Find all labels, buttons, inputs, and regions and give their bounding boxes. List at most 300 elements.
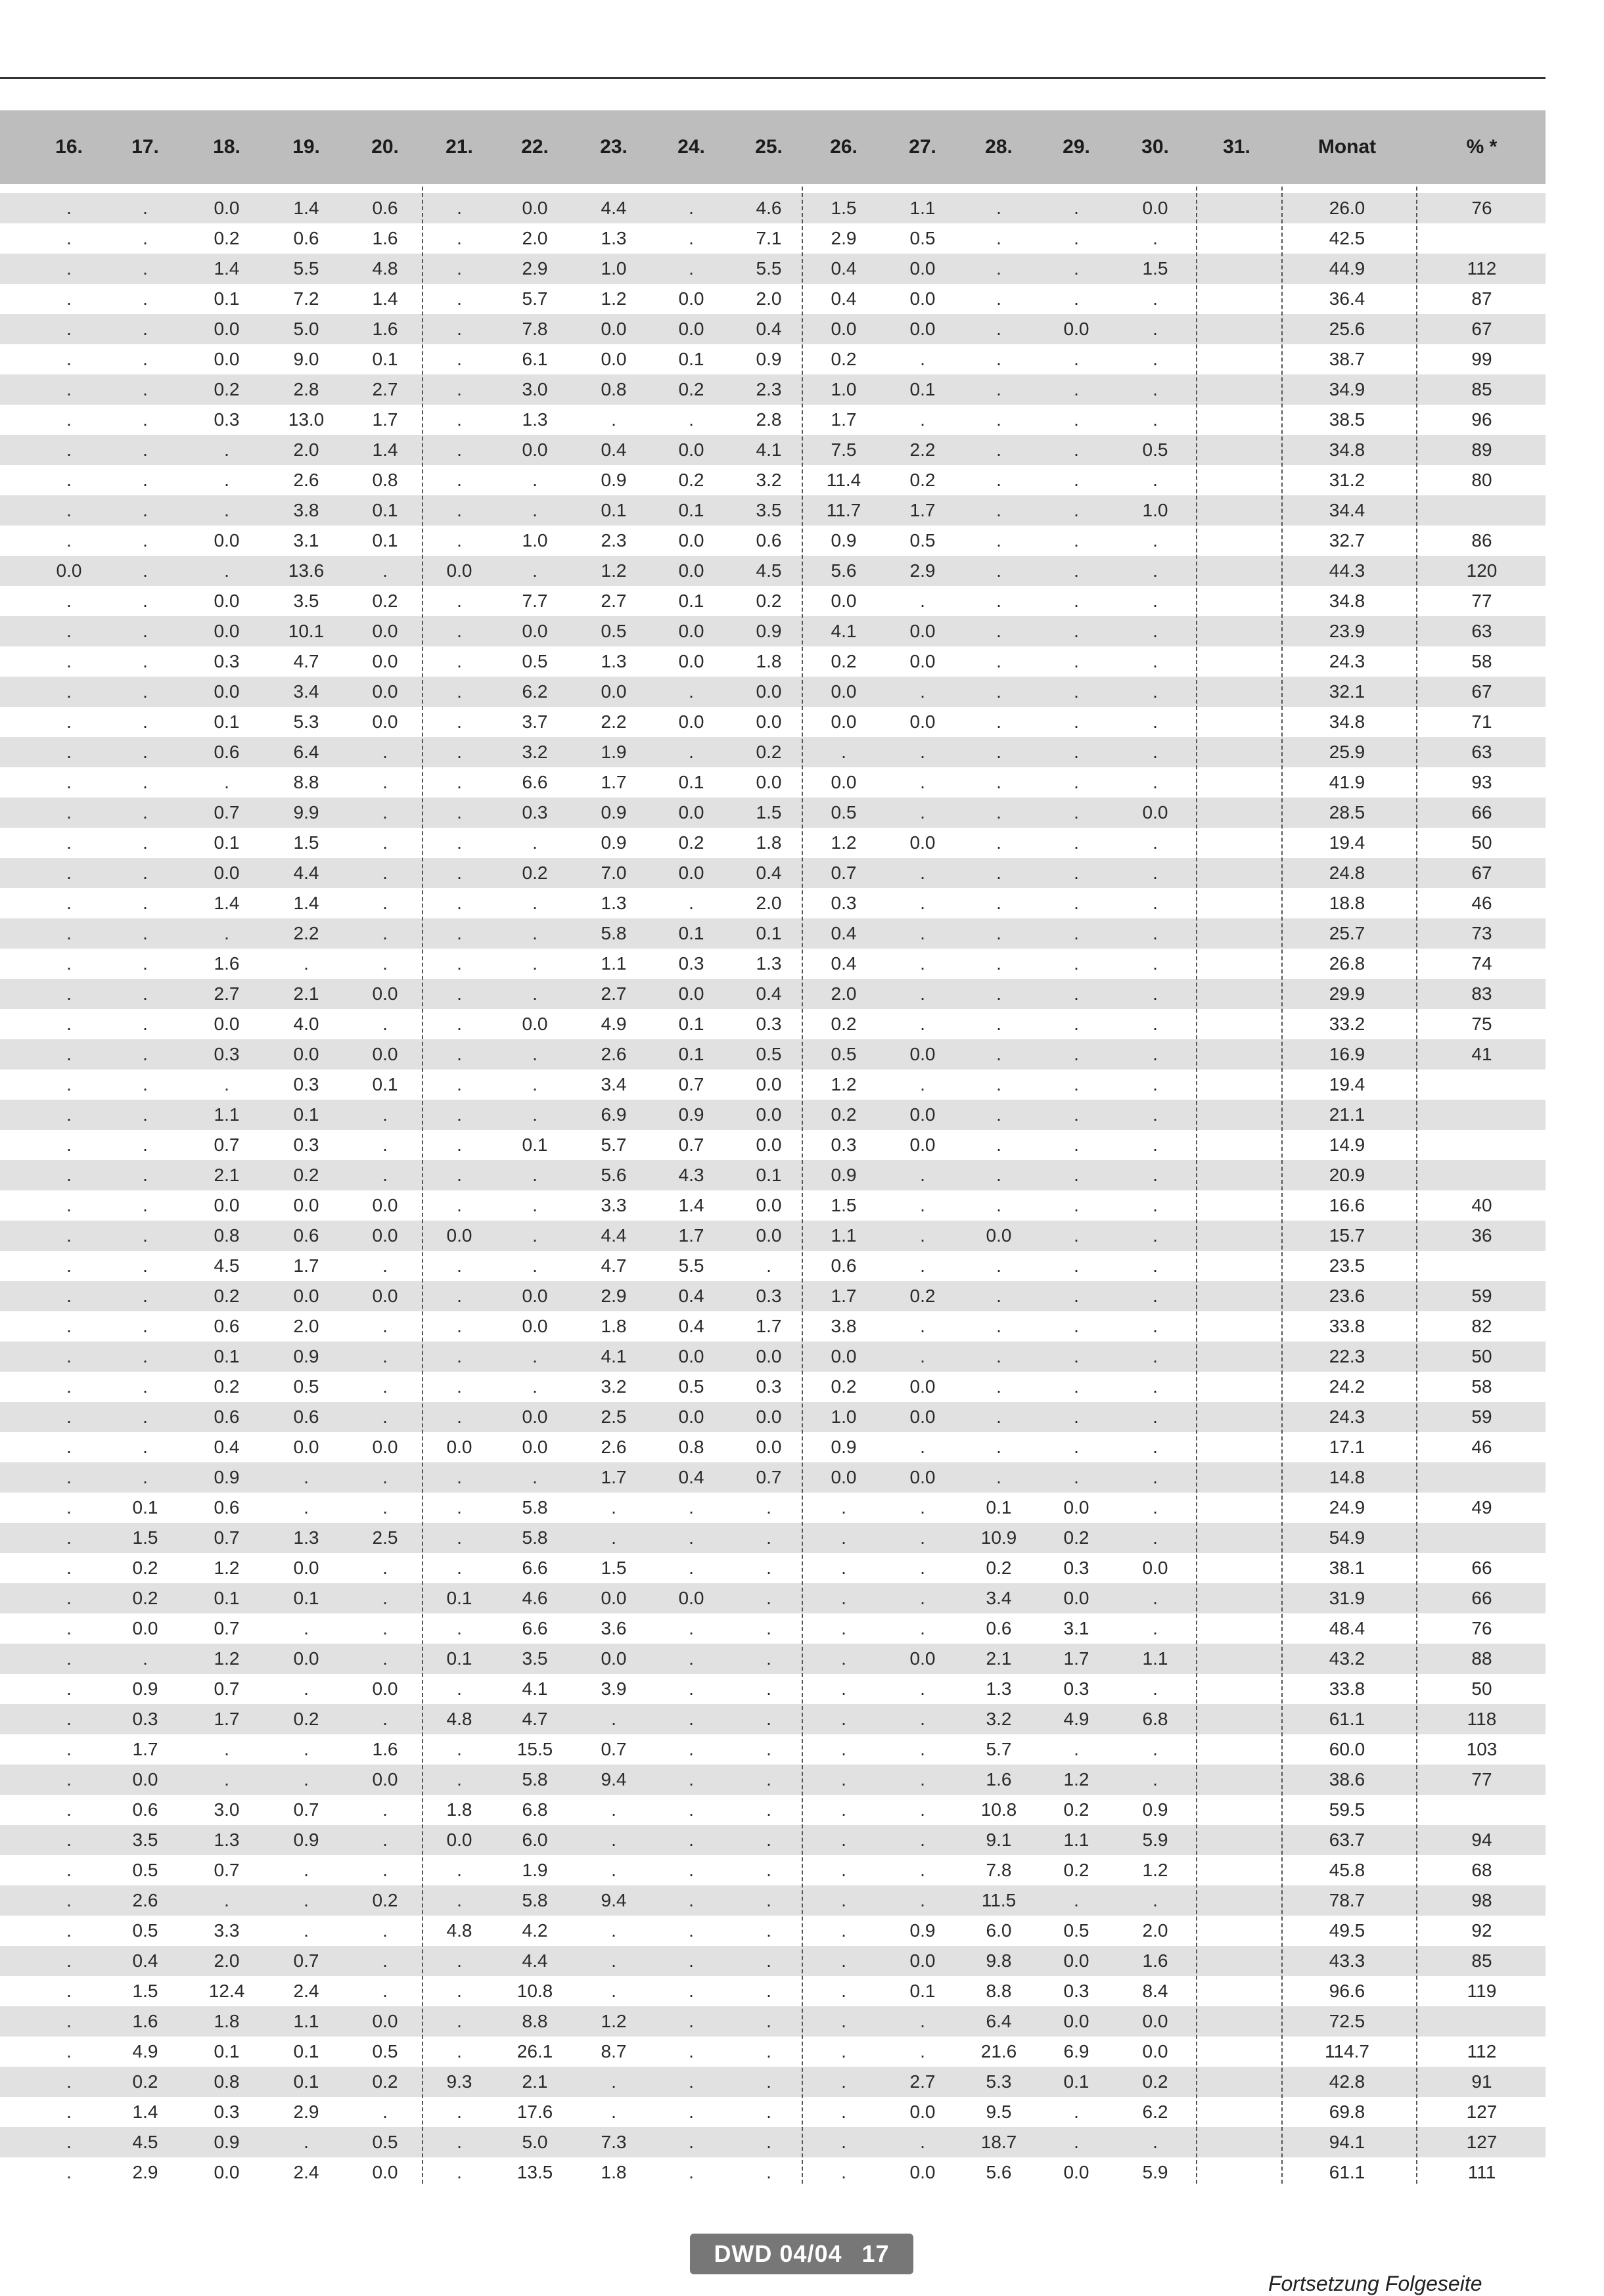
table-cell: . <box>382 1467 388 1487</box>
table-cell: . <box>1153 1074 1158 1094</box>
table-cell: 0.7 <box>831 863 857 883</box>
table-cell: 1.2 <box>214 1648 240 1669</box>
table-cell: 0.0 <box>601 1588 627 1608</box>
table-cell: . <box>1074 1104 1079 1125</box>
table-cell: 3.9 <box>601 1678 627 1699</box>
table-cell: . <box>224 500 229 520</box>
table-cell: . <box>689 1739 694 1759</box>
table-cell: . <box>1074 409 1079 430</box>
table-cell <box>1201 1190 1273 1221</box>
table-row <box>0 1976 1546 2006</box>
table-cell: 0.1 <box>678 500 704 520</box>
table-cell: . <box>66 1346 72 1366</box>
table-cell: . <box>996 802 1001 822</box>
table-cell: . <box>66 1286 72 1306</box>
table-cell: 0.3 <box>132 1709 158 1729</box>
table-cell: 24.9 <box>1329 1497 1365 1518</box>
table-cell <box>1201 918 1273 949</box>
table-cell: . <box>66 319 72 339</box>
table-cell: . <box>1153 288 1158 309</box>
table-cell: 0.0 <box>446 1437 472 1457</box>
table-cell: . <box>689 1558 694 1578</box>
table-cell: 1.0 <box>831 1407 857 1427</box>
table-cell: 19.4 <box>1329 1074 1365 1094</box>
table-cell: 0.4 <box>756 319 782 339</box>
table-cell: . <box>66 1195 72 1215</box>
table-cell: 5.0 <box>522 2132 548 2152</box>
table-cell: . <box>457 228 462 248</box>
table-cell: 46 <box>1471 893 1492 913</box>
table-cell: 1.1 <box>601 953 627 974</box>
table-cell: . <box>66 1225 72 1246</box>
table-cell: . <box>66 1648 72 1669</box>
table-cell: . <box>766 1739 771 1759</box>
table-cell: . <box>143 288 148 309</box>
table-cell: . <box>1153 923 1158 943</box>
table-cell: . <box>1074 863 1079 883</box>
table-cell: 0.0 <box>909 832 936 853</box>
table-cell: 0.0 <box>372 2162 398 2182</box>
table-cell: 0.7 <box>756 1467 782 1487</box>
table-cell <box>1201 1372 1273 1402</box>
table-cell: 2.8 <box>293 379 319 399</box>
table-cell: 9.9 <box>293 802 319 822</box>
table-row <box>0 465 1546 495</box>
column-header: 24. <box>677 136 705 158</box>
table-cell: 2.8 <box>756 409 782 430</box>
table-cell: . <box>457 198 462 218</box>
table-cell: . <box>611 1799 616 1820</box>
table-cell: 0.0 <box>1142 1558 1168 1578</box>
table-cell: 32.1 <box>1329 681 1365 702</box>
table-cell: . <box>766 1678 771 1699</box>
table-cell: . <box>457 1497 462 1518</box>
table-cell: . <box>920 1014 925 1034</box>
table-cell: 103 <box>1466 1739 1498 1759</box>
table-cell: 0.1 <box>678 1044 704 1064</box>
table-cell: 2.3 <box>601 530 627 551</box>
table-cell: 1.3 <box>986 1678 1012 1699</box>
table-cell: 3.5 <box>132 1830 158 1850</box>
table-cell: 0.1 <box>678 349 704 369</box>
table-row <box>0 586 1546 616</box>
table-cell: . <box>532 1225 538 1246</box>
table-cell: . <box>1074 711 1079 732</box>
table-cell: 0.1 <box>986 1497 1012 1518</box>
table-cell: . <box>457 1135 462 1155</box>
table-cell: 86 <box>1471 530 1492 551</box>
table-cell <box>1201 1493 1273 1523</box>
table-cell: . <box>66 1618 72 1638</box>
table-cell: 0.8 <box>372 470 398 490</box>
table-cell: 0.2 <box>132 1558 158 1578</box>
table-cell: 0.0 <box>522 439 548 460</box>
table-cell: . <box>304 1467 309 1487</box>
table-cell: . <box>1153 1376 1158 1397</box>
table-cell: . <box>920 802 925 822</box>
table-cell: . <box>66 1074 72 1094</box>
table-cell: 0.0 <box>56 560 82 581</box>
table-cell: 6.6 <box>522 772 548 792</box>
table-cell <box>1201 193 1273 223</box>
table-cell: 24.2 <box>1329 1376 1365 1397</box>
table-cell: . <box>841 1709 846 1729</box>
table-cell: . <box>457 1165 462 1185</box>
table-cell: . <box>532 1044 538 1064</box>
table-cell: 0.0 <box>678 983 704 1004</box>
table-cell <box>1201 586 1273 616</box>
table-cell: 6.6 <box>522 1558 548 1578</box>
table-cell: 0.2 <box>909 470 936 490</box>
table-cell: . <box>689 2071 694 2092</box>
table-cell: . <box>841 1527 846 1548</box>
table-row <box>0 707 1546 737</box>
table-cell: . <box>382 1558 388 1578</box>
table-cell: . <box>920 591 925 611</box>
table-cell: 59 <box>1471 1407 1492 1427</box>
table-cell: . <box>382 832 388 853</box>
table-cell: 1.5 <box>132 1527 158 1548</box>
table-cell: 0.2 <box>1063 1527 1089 1548</box>
table-cell: . <box>1153 1890 1158 1910</box>
table-cell: . <box>1074 500 1079 520</box>
table-cell <box>1201 1009 1273 1039</box>
table-cell: . <box>224 1739 229 1759</box>
table-cell: . <box>66 1255 72 1276</box>
table-cell: . <box>457 1860 462 1880</box>
table-cell: 0.2 <box>132 2071 158 2092</box>
table-cell: 0.6 <box>214 1407 240 1427</box>
table-cell: 19.4 <box>1329 832 1365 853</box>
table-cell: 0.2 <box>522 863 548 883</box>
table-cell: . <box>920 349 925 369</box>
table-cell <box>1423 2006 1541 2037</box>
table-cell <box>1201 405 1273 435</box>
table-cell: . <box>920 983 925 1004</box>
table-cell: . <box>382 953 388 974</box>
table-cell: 1.7 <box>372 409 398 430</box>
table-cell: . <box>66 1104 72 1125</box>
table-cell: 0.0 <box>293 1648 319 1669</box>
table-cell: 12.4 <box>208 1981 245 2001</box>
table-cell: 0.1 <box>214 1588 240 1608</box>
table-cell: 0.7 <box>601 1739 627 1759</box>
table-cell: . <box>920 1558 925 1578</box>
table-cell: . <box>66 923 72 943</box>
table-cell: 1.6 <box>132 2011 158 2031</box>
table-row <box>0 1795 1546 1825</box>
table-cell: . <box>382 1709 388 1729</box>
table-cell: 2.1 <box>522 2071 548 2092</box>
table-cell: . <box>457 1286 462 1306</box>
table-cell: . <box>920 681 925 702</box>
table-cell: 0.0 <box>909 1135 936 1155</box>
table-cell: . <box>1153 560 1158 581</box>
table-cell: 38.6 <box>1329 1769 1365 1790</box>
table-cell: 3.4 <box>601 1074 627 1094</box>
table-cell: 0.1 <box>446 1588 472 1608</box>
table-cell: 0.3 <box>293 1074 319 1094</box>
table-cell: 75 <box>1471 1014 1492 1034</box>
table-cell: 0.7 <box>214 1860 240 1880</box>
table-cell: 4.6 <box>756 198 782 218</box>
table-cell <box>1201 979 1273 1009</box>
table-cell: . <box>457 319 462 339</box>
table-cell: 63.7 <box>1329 1830 1365 1850</box>
table-cell: . <box>66 1769 72 1790</box>
table-cell: . <box>996 1467 1001 1487</box>
table-cell <box>1201 1462 1273 1493</box>
table-cell <box>1201 1130 1273 1160</box>
table-cell: 96 <box>1471 409 1492 430</box>
table-cell: . <box>841 2071 846 2092</box>
table-cell: . <box>143 893 148 913</box>
table-cell: . <box>841 1830 846 1850</box>
table-cell: . <box>304 1739 309 1759</box>
table-cell: 0.7 <box>678 1135 704 1155</box>
table-cell <box>1201 1311 1273 1341</box>
table-cell: 1.5 <box>831 198 857 218</box>
table-cell: . <box>1153 1255 1158 1276</box>
table-row <box>0 1221 1546 1251</box>
table-cell: . <box>996 288 1001 309</box>
table-cell: . <box>143 983 148 1004</box>
table-cell: 0.2 <box>678 470 704 490</box>
precipitation-table-body <box>0 193 1546 2188</box>
table-cell: . <box>611 1950 616 1971</box>
table-cell: 99 <box>1471 349 1492 369</box>
table-cell: 4.4 <box>522 1950 548 1971</box>
table-cell: . <box>382 1497 388 1518</box>
table-cell: . <box>920 1739 925 1759</box>
table-cell: 0.0 <box>831 772 857 792</box>
table-row <box>0 1916 1546 1946</box>
table-cell: 0.4 <box>678 1286 704 1306</box>
table-cell: 68 <box>1471 1860 1492 1880</box>
table-cell <box>1201 1160 1273 1190</box>
table-cell: . <box>766 2132 771 2152</box>
table-cell: 0.0 <box>678 288 704 309</box>
table-cell: . <box>689 1648 694 1669</box>
table-cell: 1.1 <box>293 2011 319 2031</box>
table-cell: 0.0 <box>1063 1588 1089 1608</box>
table-row <box>0 1704 1546 1734</box>
table-cell: 0.0 <box>678 621 704 641</box>
table-cell: 0.0 <box>909 288 936 309</box>
table-cell: 61.1 <box>1329 1709 1365 1729</box>
table-cell: 41 <box>1471 1044 1492 1064</box>
table-cell: . <box>532 1195 538 1215</box>
table-cell: . <box>766 1830 771 1850</box>
table-cell: . <box>143 1044 148 1064</box>
table-row <box>0 223 1546 254</box>
table-cell: 4.0 <box>293 1014 319 1034</box>
table-cell: . <box>66 2041 72 2061</box>
table-cell: 59 <box>1471 1286 1492 1306</box>
table-cell: . <box>1153 1467 1158 1487</box>
table-cell: . <box>1074 470 1079 490</box>
table-cell <box>1423 1523 1541 1553</box>
table-cell: . <box>1153 1346 1158 1366</box>
table-cell: 41.9 <box>1329 772 1365 792</box>
table-cell: 2.4 <box>293 1981 319 2001</box>
table-cell: 5.5 <box>756 258 782 279</box>
table-cell: 2.6 <box>293 470 319 490</box>
table-cell: 0.1 <box>214 288 240 309</box>
table-cell: . <box>382 1376 388 1397</box>
table-cell: 1.3 <box>601 893 627 913</box>
table-cell: . <box>1074 258 1079 279</box>
table-cell: 1.5 <box>1142 258 1168 279</box>
table-cell: . <box>920 1225 925 1246</box>
table-cell: . <box>611 1920 616 1941</box>
table-cell: . <box>143 1376 148 1397</box>
table-cell: . <box>143 379 148 399</box>
table-cell: 22.3 <box>1329 1346 1365 1366</box>
table-cell: 0.6 <box>214 742 240 762</box>
table-cell <box>1201 646 1273 677</box>
column-header: 30. <box>1141 136 1169 158</box>
table-cell: . <box>457 409 462 430</box>
table-cell: 5.9 <box>1142 2162 1168 2182</box>
table-cell <box>1201 1674 1273 1704</box>
table-cell: 4.4 <box>601 198 627 218</box>
table-row <box>0 1432 1546 1462</box>
table-cell: . <box>996 953 1001 974</box>
table-cell: 0.0 <box>1142 2011 1168 2031</box>
column-divider-26 <box>802 187 803 2184</box>
table-cell: . <box>382 1830 388 1850</box>
table-cell: 1.8 <box>446 1799 472 1820</box>
table-cell: 6.2 <box>1142 2102 1168 2122</box>
table-cell: 3.5 <box>756 500 782 520</box>
table-cell: . <box>689 258 694 279</box>
table-cell: . <box>66 1497 72 1518</box>
table-cell: . <box>143 802 148 822</box>
table-cell: 0.0 <box>909 1376 936 1397</box>
table-cell: . <box>143 832 148 853</box>
table-cell: 32.7 <box>1329 530 1365 551</box>
table-cell: . <box>996 772 1001 792</box>
table-cell: . <box>996 500 1001 520</box>
table-cell: 50 <box>1471 1346 1492 1366</box>
table-cell: 4.9 <box>132 2041 158 2061</box>
table-row <box>0 556 1546 586</box>
table-cell <box>1201 616 1273 646</box>
table-cell: 10.1 <box>288 621 325 641</box>
table-row <box>0 193 1546 223</box>
table-cell: 23.9 <box>1329 621 1365 641</box>
table-cell: . <box>66 1678 72 1699</box>
table-cell: 1.2 <box>1142 1860 1168 1880</box>
table-cell: 0.5 <box>601 621 627 641</box>
table-cell: 9.4 <box>601 1890 627 1910</box>
table-cell: . <box>1074 1014 1079 1034</box>
table-cell: . <box>66 1165 72 1185</box>
table-cell <box>1201 828 1273 858</box>
table-cell: . <box>143 1467 148 1487</box>
table-cell: 0.1 <box>909 1981 936 2001</box>
table-cell: 2.0 <box>756 893 782 913</box>
table-cell: . <box>689 1950 694 1971</box>
table-cell: . <box>66 1860 72 1880</box>
table-cell: 33.8 <box>1329 1678 1365 1699</box>
table-cell: . <box>1153 2132 1158 2152</box>
table-cell: . <box>996 1376 1001 1397</box>
table-cell: . <box>66 409 72 430</box>
table-cell: 0.0 <box>214 2162 240 2182</box>
table-cell: . <box>382 2102 388 2122</box>
table-cell: 0.4 <box>831 258 857 279</box>
table-cell: 1.7 <box>214 1709 240 1729</box>
table-cell: 0.3 <box>831 893 857 913</box>
table-cell: . <box>143 1165 148 1185</box>
table-cell: 38.7 <box>1329 349 1365 369</box>
table-cell: . <box>1074 1135 1079 1155</box>
table-cell: . <box>66 832 72 853</box>
table-cell: . <box>689 742 694 762</box>
table-cell: . <box>224 470 229 490</box>
table-row <box>0 1160 1546 1190</box>
table-cell <box>1201 1341 1273 1372</box>
table-cell: . <box>1074 893 1079 913</box>
table-row <box>0 737 1546 767</box>
table-cell: 9.8 <box>986 1950 1012 1971</box>
table-cell: 2.6 <box>601 1044 627 1064</box>
table-cell: 7.7 <box>522 591 548 611</box>
table-cell: . <box>457 1769 462 1790</box>
table-cell: 88 <box>1471 1648 1492 1669</box>
table-cell: . <box>457 1527 462 1548</box>
table-cell: 5.5 <box>293 258 319 279</box>
table-cell: 0.5 <box>831 802 857 822</box>
table-cell: . <box>382 1981 388 2001</box>
table-header <box>0 110 1546 184</box>
table-cell: 0.0 <box>756 1195 782 1215</box>
table-cell: . <box>841 2162 846 2182</box>
table-cell: . <box>841 1950 846 1971</box>
table-cell: 0.0 <box>372 1195 398 1215</box>
table-cell: . <box>1153 1286 1158 1306</box>
table-row <box>0 1825 1546 1855</box>
table-row <box>0 1613 1546 1644</box>
table-cell: 0.2 <box>372 2071 398 2092</box>
table-cell: . <box>920 1074 925 1094</box>
table-cell: . <box>457 1981 462 2001</box>
table-cell: 92 <box>1471 1920 1492 1941</box>
table-cell: 0.0 <box>372 1678 398 1699</box>
table-cell: 23.5 <box>1329 1255 1365 1276</box>
table-cell <box>1201 1825 1273 1855</box>
table-cell: 0.0 <box>214 319 240 339</box>
table-cell: . <box>143 711 148 732</box>
table-cell: 0.0 <box>522 1286 548 1306</box>
table-cell: 6.9 <box>601 1104 627 1125</box>
table-cell: 2.2 <box>601 711 627 732</box>
table-cell: 0.0 <box>372 1437 398 1457</box>
table-cell: 6.9 <box>1063 2041 1089 2061</box>
table-cell: 1.8 <box>601 1316 627 1336</box>
table-cell <box>1201 1100 1273 1130</box>
table-cell: 36.4 <box>1329 288 1365 309</box>
table-cell: 0.0 <box>522 1437 548 1457</box>
table-cell: 0.0 <box>909 2162 936 2182</box>
table-cell: 0.0 <box>831 1346 857 1366</box>
table-cell: 1.8 <box>214 2011 240 2031</box>
table-cell <box>1201 888 1273 918</box>
table-cell: . <box>66 1044 72 1064</box>
table-cell: 1.7 <box>132 1739 158 1759</box>
